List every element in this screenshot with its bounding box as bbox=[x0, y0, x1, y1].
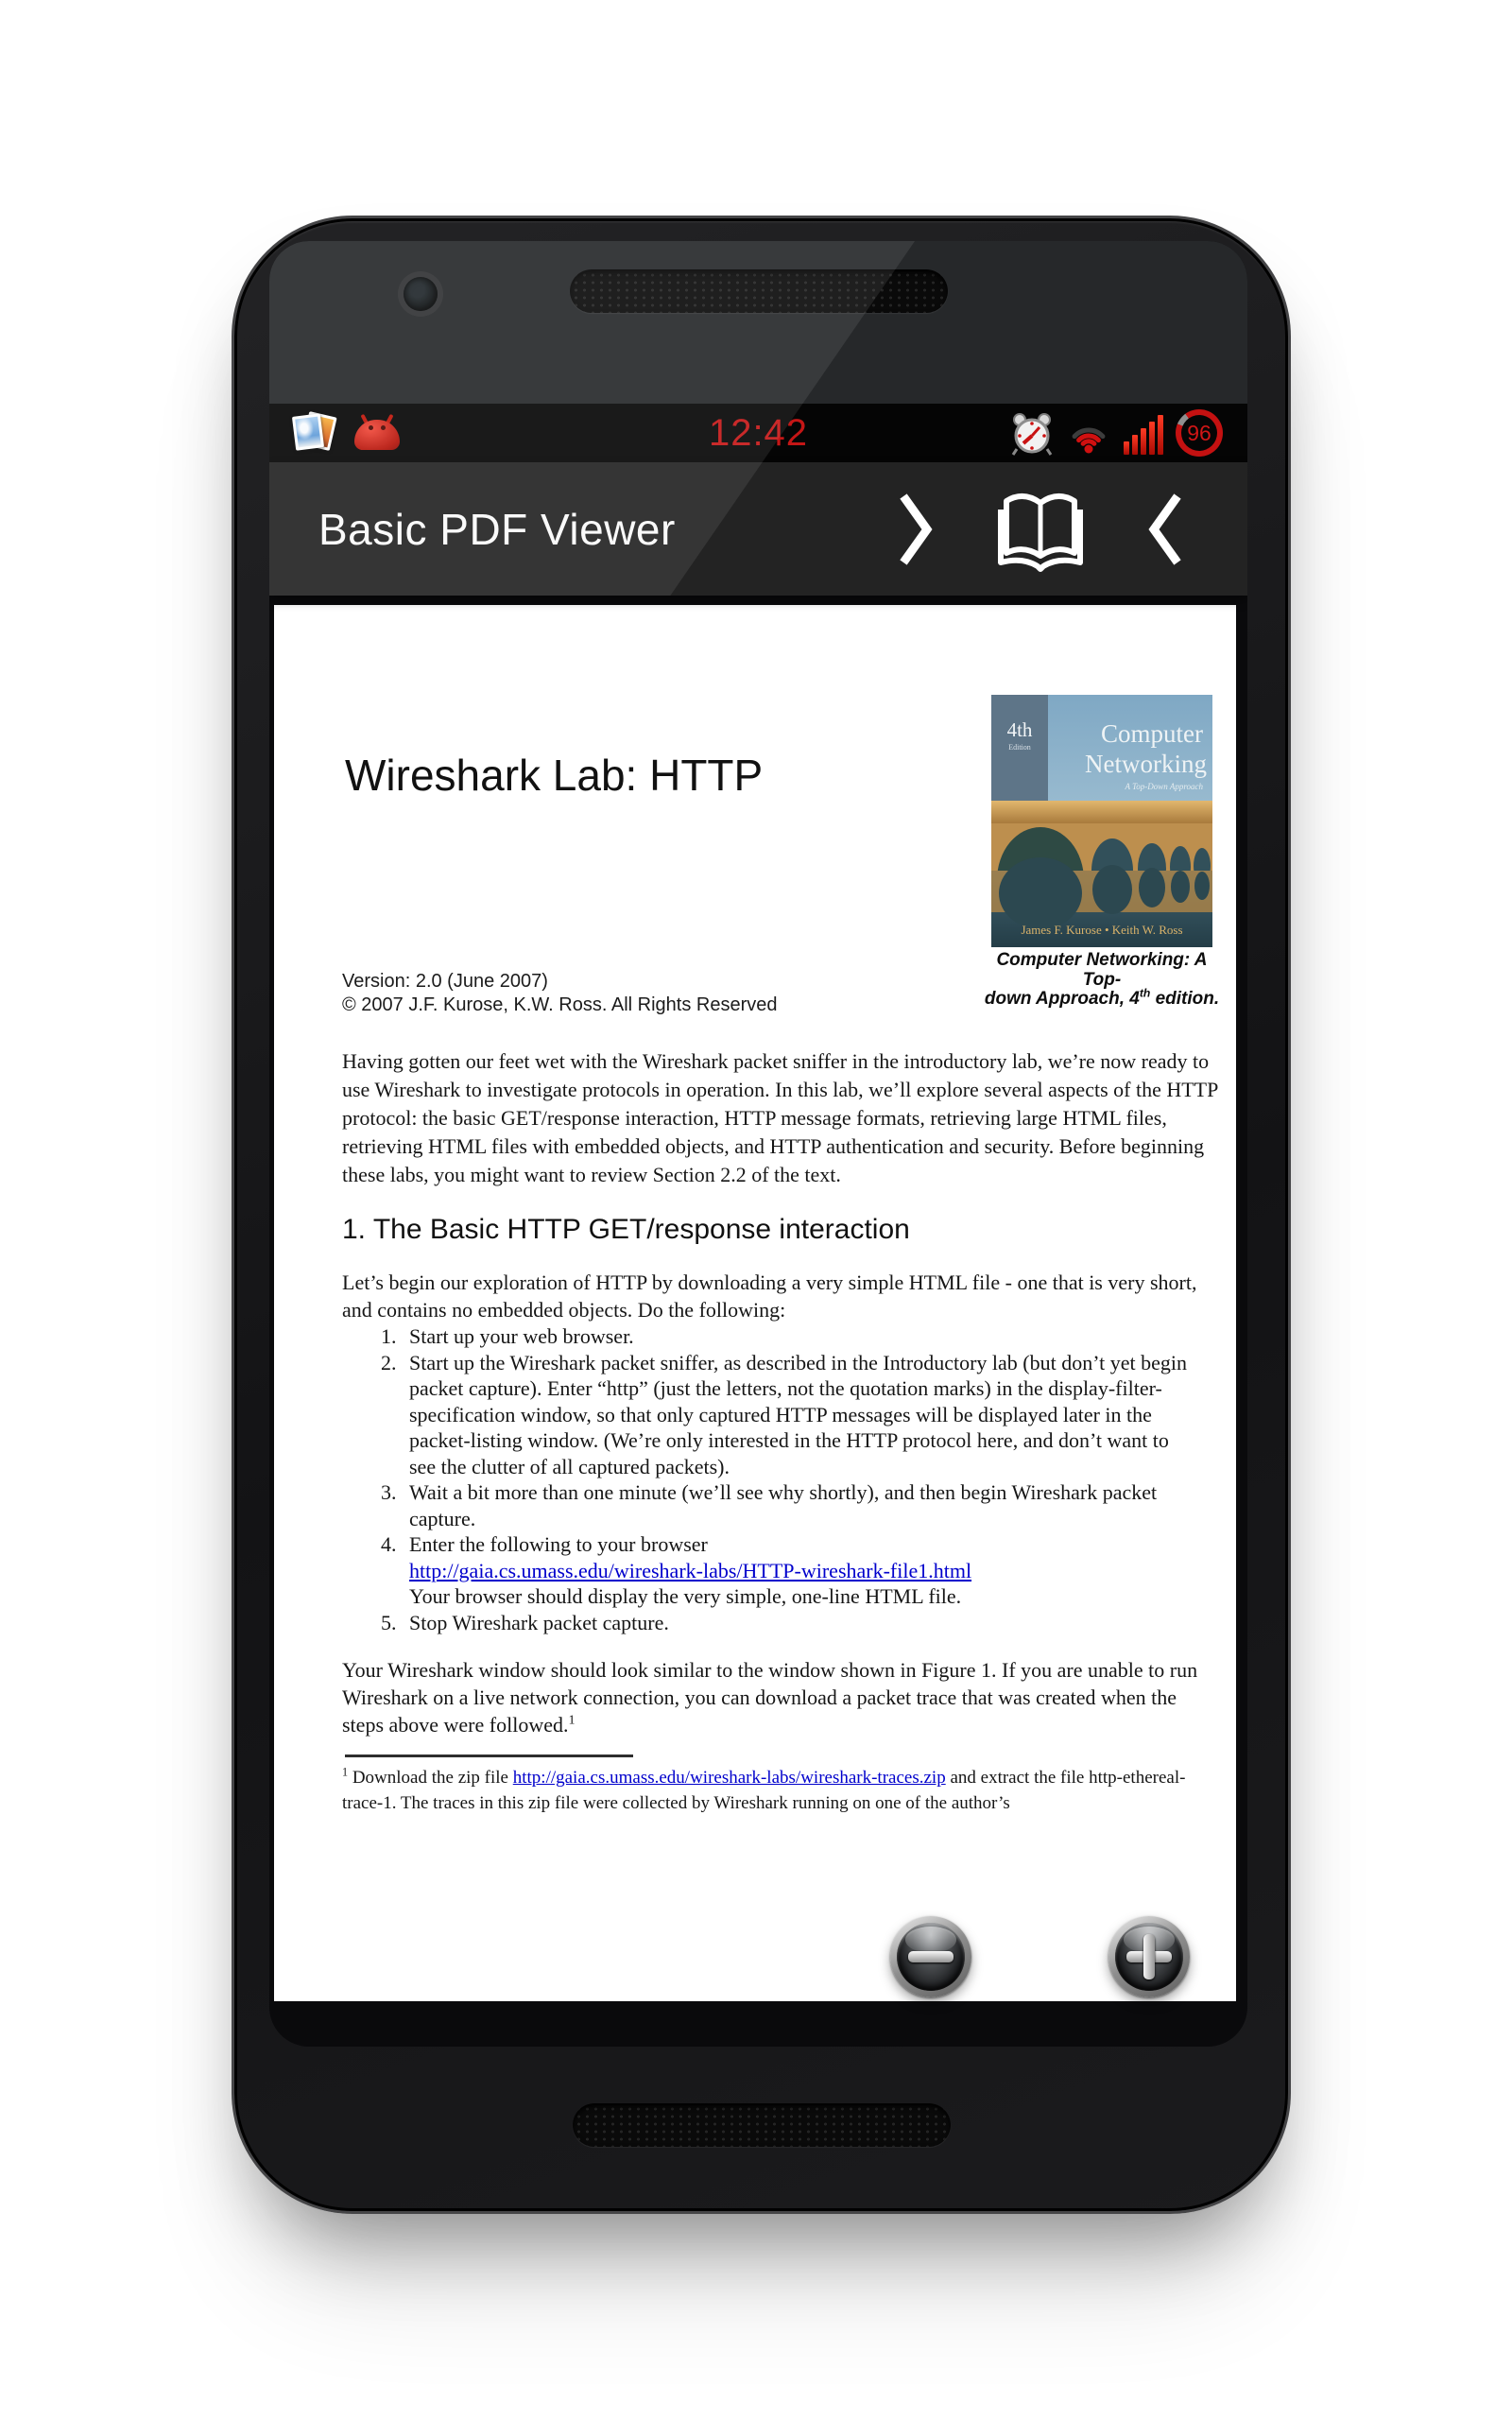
glass-top-bezel bbox=[269, 241, 1247, 404]
phone-screen bbox=[269, 241, 1247, 2047]
copyright-line: © 2007 J.F. Kurose, K.W. Ross. All Rights Reserved bbox=[342, 994, 778, 1015]
chevron-right-icon bbox=[896, 491, 934, 568]
system-status-icons bbox=[1010, 409, 1223, 457]
svg-text:Networking: Networking bbox=[1085, 750, 1207, 778]
book-figure bbox=[984, 695, 1220, 1010]
document-title: Wireshark Lab: HTTP bbox=[345, 751, 764, 800]
android-robot-icon bbox=[354, 414, 400, 452]
intro-paragraph: Having gotten our feet wet with the Wireshark packet sniffer in the introductory lab, we’re now ready to use Wireshark to investigate protocols in operation. In this lab, we’ll explore several aspects of the HTTP protocol: the basic GET/response interaction, HTTP message formats, retrieving large HTML files, retrieving HTML files with embedded objects, and HTTP authentication and security. Before beginning these labs, you might want to review Section 2.2 of the text. bbox=[342, 1049, 1218, 1186]
signal-bars-icon bbox=[1124, 413, 1163, 457]
svg-text:4th: 4th bbox=[1006, 718, 1033, 741]
zoom-out-button[interactable] bbox=[890, 1916, 971, 1997]
zoom-in-button[interactable] bbox=[1108, 1916, 1190, 1997]
wifi-icon bbox=[1066, 415, 1111, 457]
alarm-clock-icon bbox=[1010, 411, 1054, 457]
app-bar bbox=[269, 462, 1247, 596]
list-item: 2. Start up the Wireshark packet sniffer, as described in the Introductory lab (but don’t yet begin packet capture). Enter “http” (just the letters, not the quotation marks) in the display-filter-specification window, so that only captured HTTP messages will be displayed later in the packet-listing window. (We’re only interested in the HTTP protocol here, and don’t want to see the clutter of all captured packets). bbox=[381, 1350, 1188, 1478]
book-cover-image bbox=[991, 695, 1212, 947]
chevron-left-icon bbox=[1147, 491, 1185, 568]
section1-heading: 1. The Basic HTTP GET/response interaction bbox=[342, 1214, 910, 1245]
status-bar bbox=[269, 404, 1247, 462]
steps-list bbox=[342, 1323, 1197, 1635]
svg-text:Edition: Edition bbox=[1008, 743, 1031, 752]
footnote-ref: 1 bbox=[568, 1712, 576, 1728]
footnote-divider bbox=[345, 1754, 633, 1757]
app-title: Basic PDF Viewer bbox=[318, 504, 676, 554]
earpiece-grille bbox=[570, 269, 948, 313]
svg-text:Computer: Computer bbox=[1101, 719, 1203, 748]
battery-percent: 96 bbox=[1181, 415, 1217, 451]
bottom-speaker-grille bbox=[573, 2103, 951, 2147]
list-item: 1. Start up your web browser. bbox=[381, 1324, 634, 1348]
front-camera bbox=[404, 277, 438, 311]
gallery-notification-icon bbox=[294, 411, 337, 455]
pdf-page[interactable] bbox=[274, 605, 1236, 2001]
list-item: 4. Enter the following to your browser http://gaia.cs.umass.edu/wireshark-labs/HTTP-wireshark-file1.html Your browser should display the very simple, one-line HTML file. bbox=[381, 1532, 972, 1608]
section1-intro: Let’s begin our exploration of HTTP by downloading a very simple HTML file - one that is very short, and contains no embedded objects. Do the following: bbox=[342, 1270, 1197, 1322]
photo-front bbox=[292, 413, 324, 450]
battery-icon bbox=[1176, 409, 1223, 457]
open-book-button[interactable] bbox=[996, 487, 1085, 572]
list-item: 5. Stop Wireshark packet capture. bbox=[381, 1610, 669, 1634]
closing-paragraph: Your Wireshark window should look similar to the window shown in Figure 1. If you are unable to run Wireshark on a live network connection, you can download a packet trace that was created when the steps above were followed.$^1$ bbox=[342, 1658, 1198, 1737]
chevron-left-button[interactable] bbox=[1147, 491, 1185, 568]
svg-text:James F. Kurose • Keith W. Ros: James F. Kurose • Keith W. Ross bbox=[1021, 923, 1183, 937]
traces-zip-link[interactable]: http://gaia.cs.umass.edu/wireshark-labs/wireshark-traces.zip bbox=[512, 1768, 946, 1788]
book-caption: Computer Networking: A Top- down Approach, 4th edition. bbox=[984, 950, 1220, 1009]
file1-link[interactable]: http://gaia.cs.umass.edu/wireshark-labs/HTTP-wireshark-file1.html bbox=[409, 1558, 972, 1582]
footnote: $^1$ Download the zip file http://gaia.cs.umass.edu/wireshark-labs/wireshark-traces.zip and extract the file http-ethereal-trace-1. The traces in this zip file were collected by Wireshark running on one of the author’s bbox=[342, 1765, 1186, 1813]
list-item: 3. Wait a bit more than one minute (we’ll see why shortly), and then begin Wireshark packet capture. bbox=[381, 1480, 1158, 1530]
open-book-icon bbox=[996, 487, 1085, 572]
svg-text:A Top-Down Approach: A Top-Down Approach bbox=[1125, 782, 1203, 791]
chevron-right-button[interactable] bbox=[896, 491, 934, 568]
notification-icons bbox=[294, 411, 400, 455]
status-clock: 12:42 bbox=[708, 411, 809, 454]
version-line: Version: 2.0 (June 2007) bbox=[342, 971, 548, 992]
